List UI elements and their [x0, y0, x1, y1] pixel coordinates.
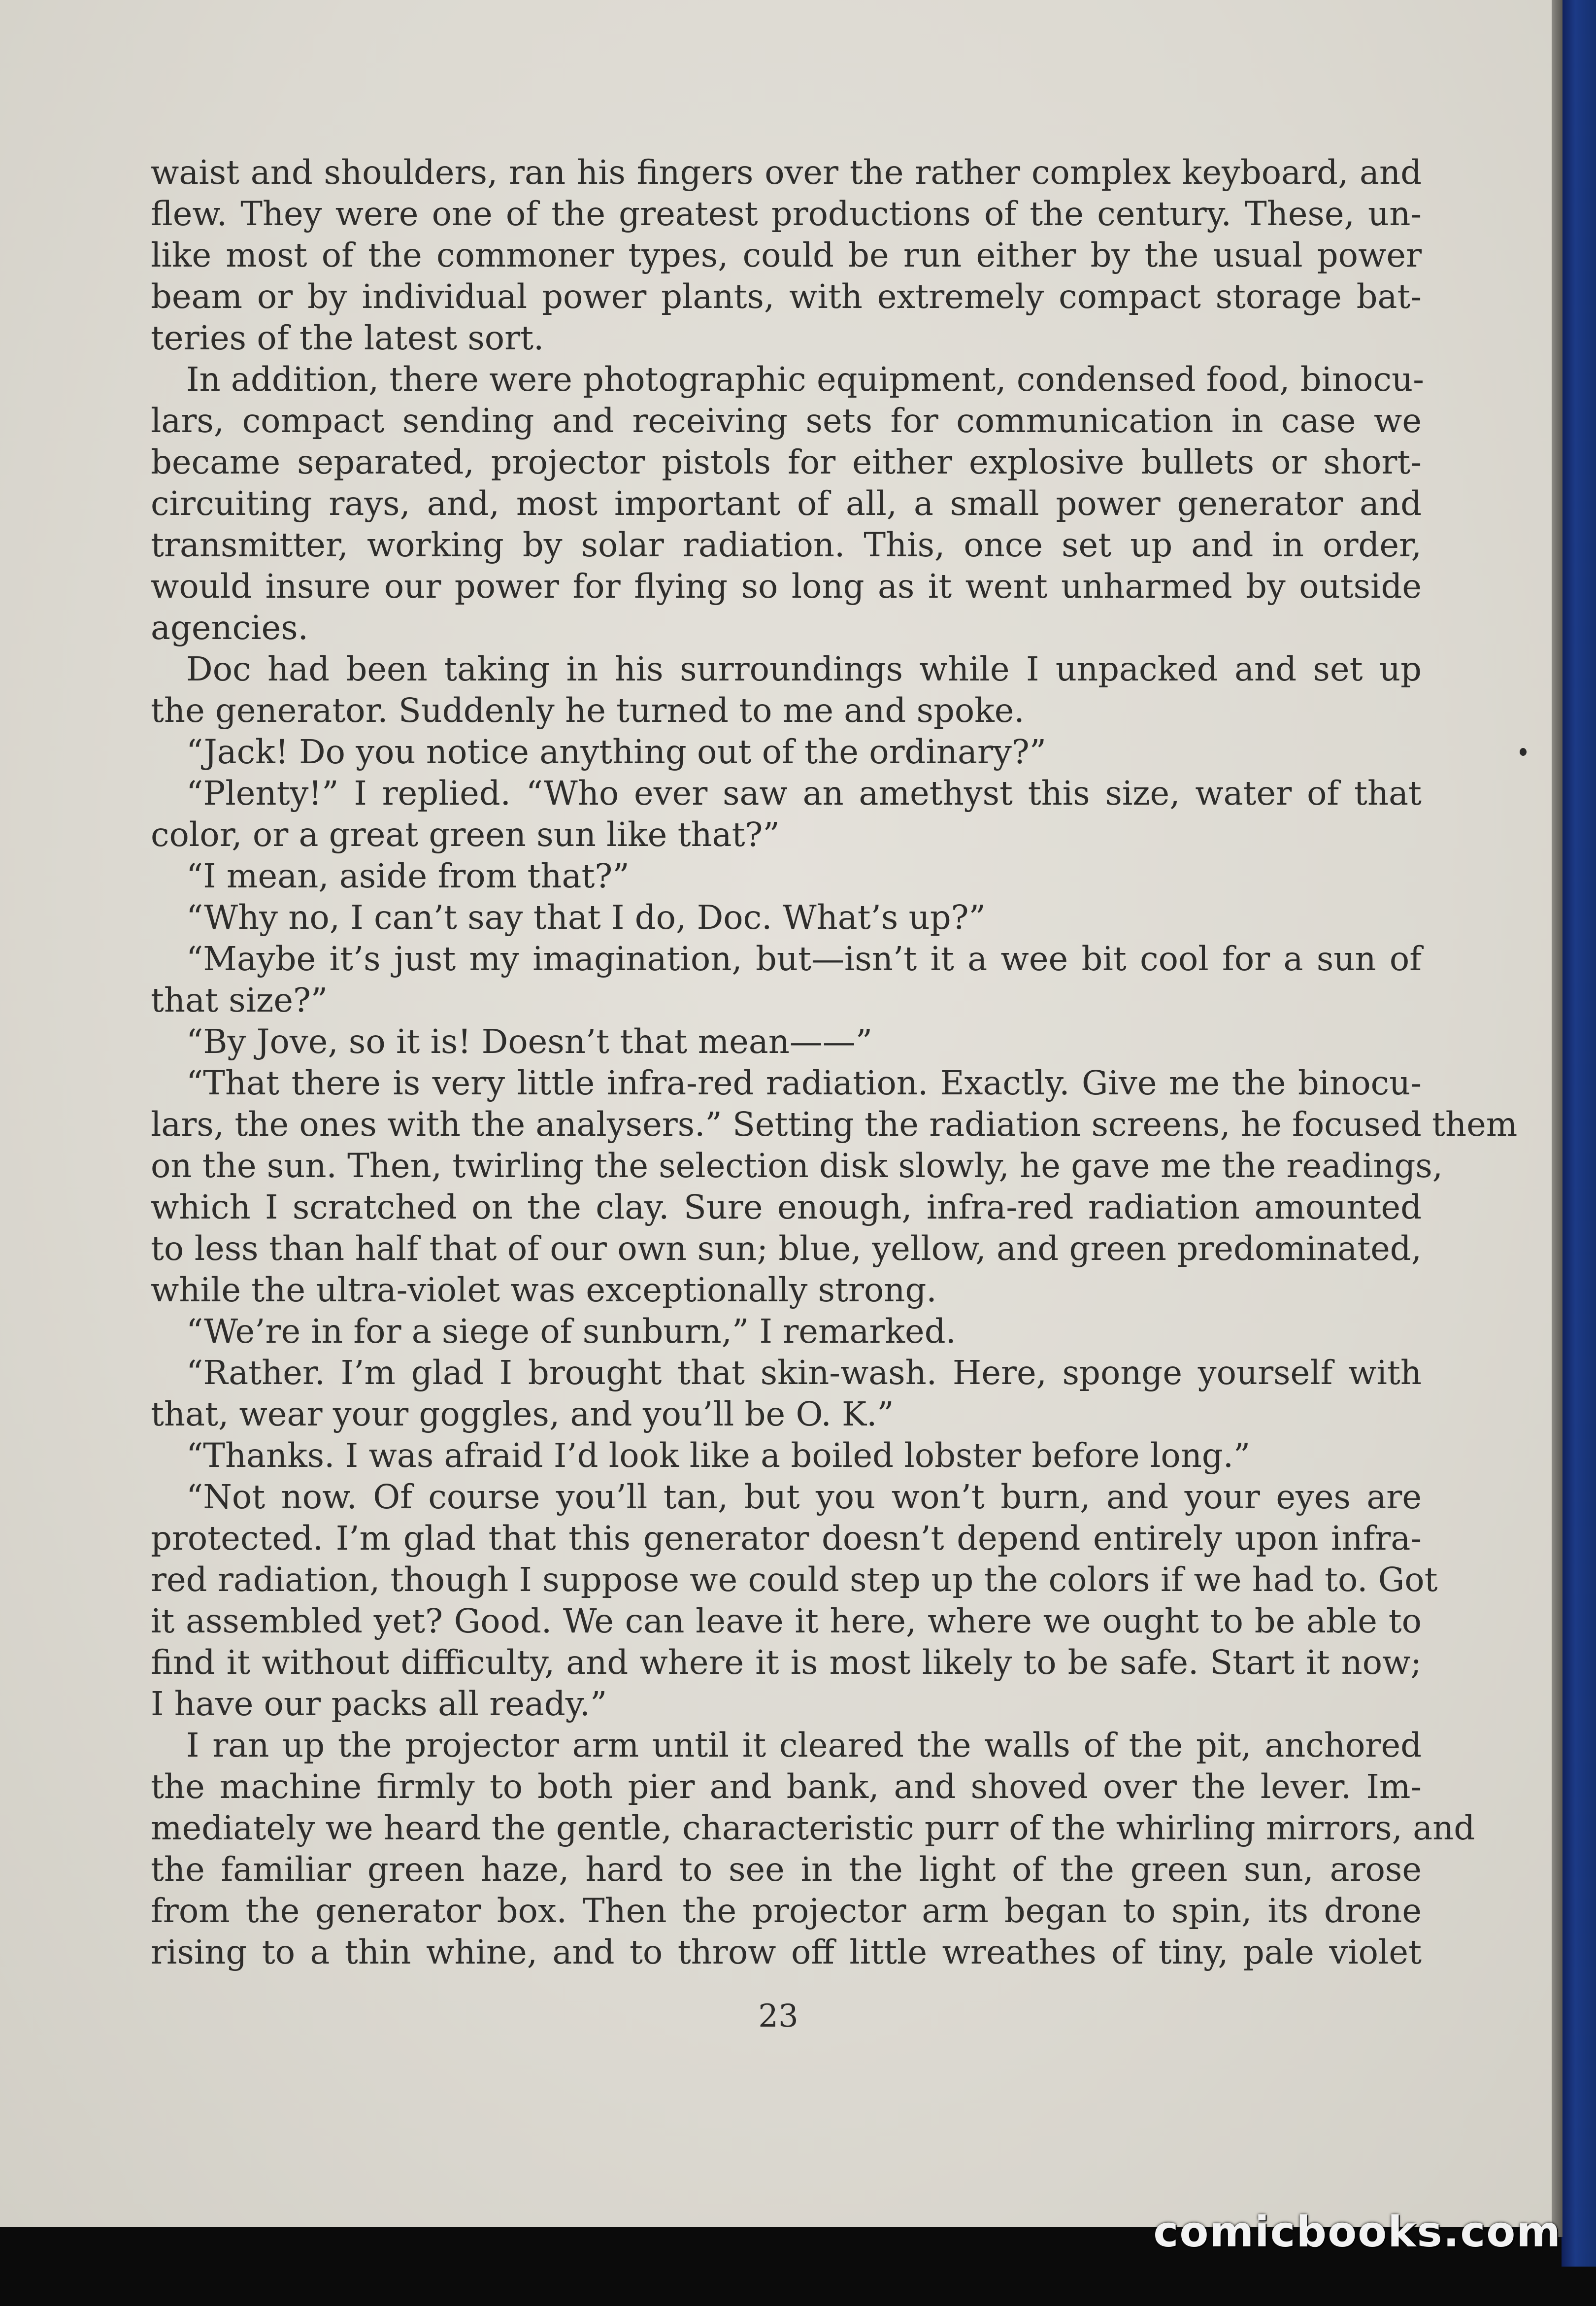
text-line: on the sun. Then, twirling the selection disk slowly, he gave me the readings,: [151, 1147, 1443, 1185]
text-line: the familiar green haze, hard to see in the light of the green sun, arose: [151, 1850, 1422, 1889]
text-line: “By Jove, so it is! Doesn’t that mean——”: [186, 1022, 873, 1061]
text-line: red radiation, though I suppose we could step up the colors if we had to. Got: [151, 1560, 1438, 1599]
text-line: like most of the commoner types, could be run either by the usual power: [151, 236, 1422, 274]
text-line: mediately we heard the gentle, characteristic purr of the whirling mirrors, and: [151, 1809, 1475, 1847]
text-line: it assembled yet? Good. We can leave it here, where we ought to be able to: [151, 1602, 1422, 1640]
text-line: “Plenty!” I replied. “Who ever saw an amethyst this size, water of that: [186, 774, 1422, 813]
text-line: “Not now. Of course you’ll tan, but you won’t burn, and your eyes are: [186, 1478, 1422, 1516]
text-line: find it without difficulty, and where it is most likely to be safe. Start it now;: [151, 1643, 1422, 1682]
text-line: beam or by individual power plants, with extremely compact storage bat-: [151, 277, 1422, 316]
book-spine: [1562, 0, 1596, 2267]
text-line: “Maybe it’s just my imagination, but—isn’t it a wee bit cool for a sun of: [186, 940, 1422, 978]
text-line: “We’re in for a siege of sunburn,” I remarked.: [186, 1312, 956, 1351]
text-line: I ran up the projector arm until it cleared the walls of the pit, anchored: [186, 1726, 1422, 1764]
text-line: while the ultra-violet was exceptionally strong.: [151, 1271, 937, 1309]
text-line: which I scratched on the clay. Sure enough, infra-red radiation amounted: [151, 1188, 1422, 1226]
text-line: transmitter, working by solar radiation. This, once set up and in order,: [151, 526, 1422, 564]
text-line: that size?”: [151, 981, 328, 1019]
page-edge: [1552, 0, 1563, 2237]
text-line: In addition, there were photographic equipment, condensed food, binocu-: [186, 360, 1424, 399]
text-line: would insure our power for flying so long as it went unharmed by outside: [151, 567, 1422, 606]
text-line: teries of the latest sort.: [151, 319, 544, 357]
watermark: comicbooks.com: [1153, 2207, 1562, 2257]
text-line: rising to a thin whine, and to throw off little wreathes of tiny, pale violet: [151, 1933, 1422, 1971]
body-text: [151, 152, 1518, 1973]
text-line: “Jack! Do you notice anything out of the ordinary?”: [186, 733, 1047, 771]
text-line: flew. They were one of the greatest productions of the century. These, un-: [151, 195, 1422, 233]
text-line: to less than half that of our own sun; blue, yellow, and green predominated,: [151, 1229, 1422, 1268]
page-number: 23: [758, 1998, 798, 2035]
text-line: “I mean, aside from that?”: [186, 857, 630, 895]
text-line: circuiting rays, and, most important of all, a small power generator and: [151, 484, 1422, 523]
text-line: the generator. Suddenly he turned to me and spoke.: [151, 691, 1025, 730]
text-line: “That there is very little infra-red radiation. Exactly. Give me the binocu-: [186, 1064, 1422, 1102]
ink-speck: [1520, 748, 1527, 756]
text-line: from the generator box. Then the projector arm began to spin, its drone: [151, 1892, 1422, 1930]
text-line: agencies.: [151, 609, 308, 647]
text-line: color, or a great green sun like that?”: [151, 815, 780, 854]
text-line: “Why no, I can’t say that I do, Doc. What’s up?”: [186, 898, 986, 937]
text-line: lars, compact sending and receiving sets for communication in case we: [151, 402, 1422, 440]
text-line: I have our packs all ready.”: [151, 1685, 607, 1723]
text-line: “Thanks. I was afraid I’d look like a boiled lobster before long.”: [186, 1436, 1251, 1475]
text-line: protected. I’m glad that this generator doesn’t depend entirely upon infra-: [151, 1519, 1422, 1558]
text-line: waist and shoulders, ran his fingers over the rather complex keyboard, and: [151, 153, 1422, 192]
text-line: that, wear your goggles, and you’ll be O. K.”: [151, 1395, 894, 1433]
text-line: “Rather. I’m glad I brought that skin-wash. Here, sponge yourself with: [186, 1354, 1422, 1392]
text-line: lars, the ones with the analysers.” Setting the radiation screens, he focused them: [151, 1105, 1518, 1144]
text-line: Doc had been taking in his surroundings while I unpacked and set up: [186, 650, 1422, 688]
text-line: became separated, projector pistols for either explosive bullets or short-: [151, 443, 1422, 481]
text-line: the machine firmly to both pier and bank, and shoved over the lever. Im-: [151, 1767, 1422, 1806]
